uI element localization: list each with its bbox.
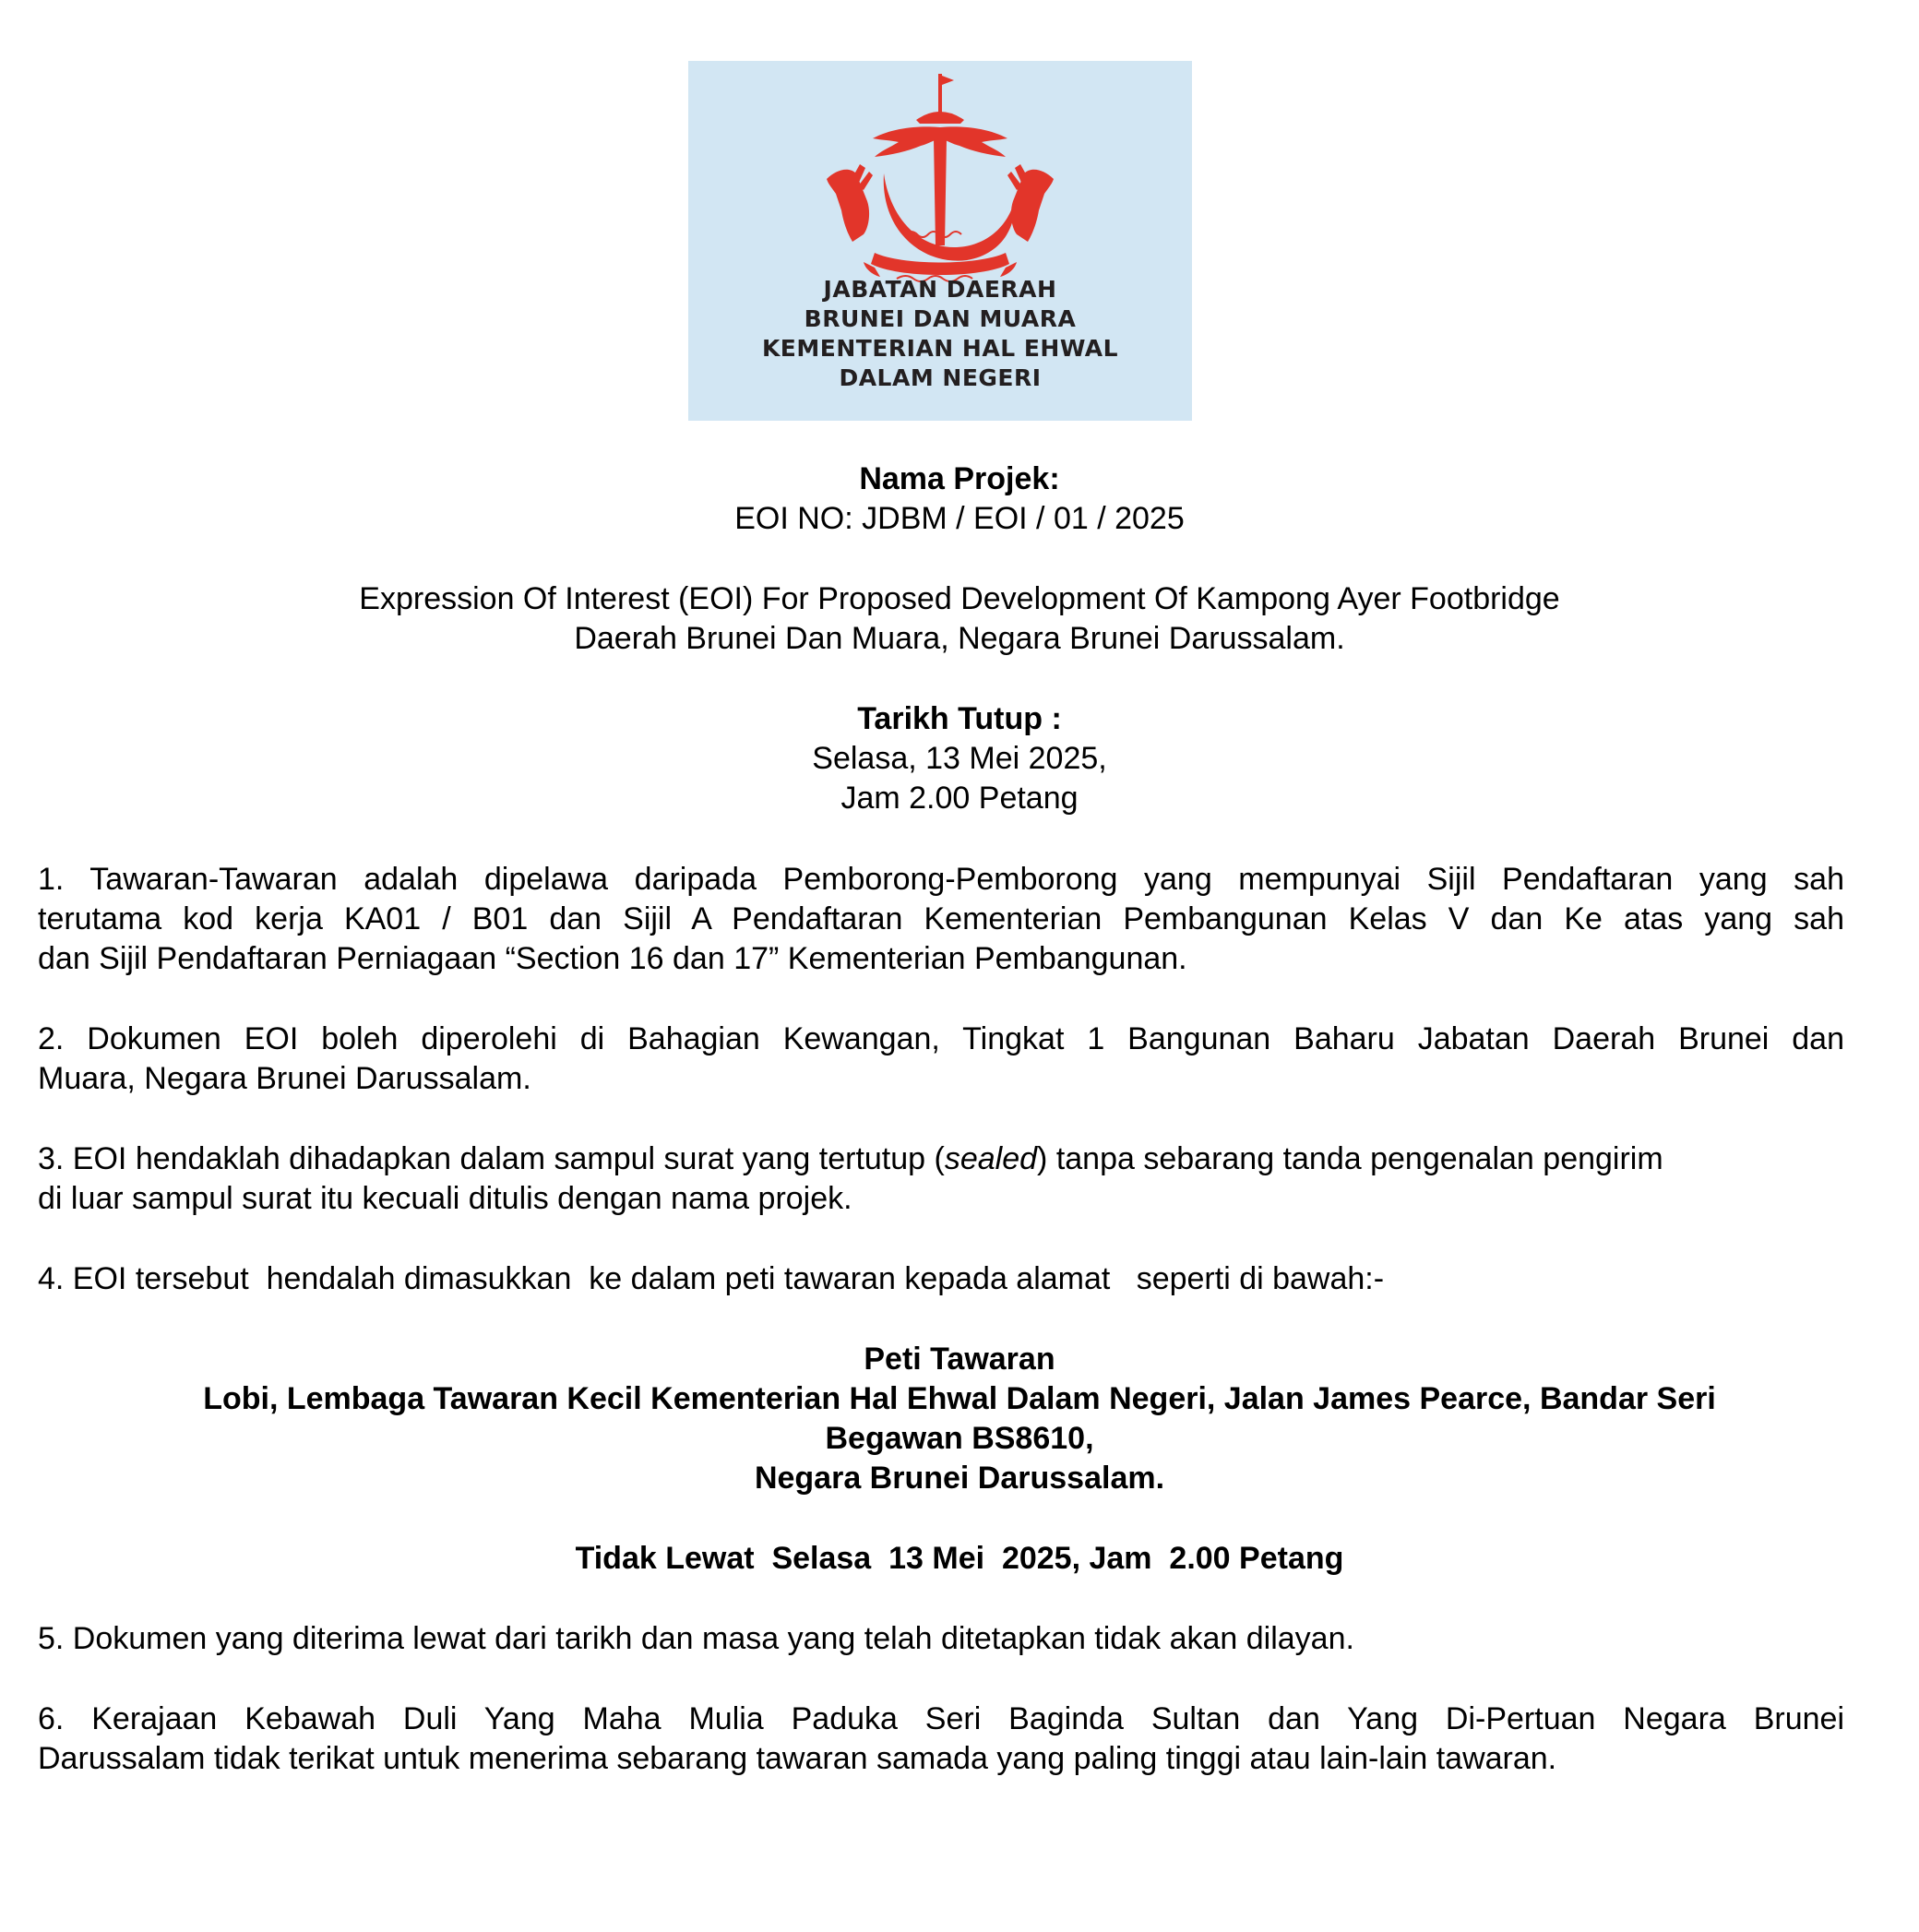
address-line-4: Negara Brunei Darussalam.	[754, 1461, 1165, 1496]
logo-line-2: BRUNEI DAN MUARA	[804, 305, 1077, 332]
logo-caption	[688, 275, 1192, 393]
eoi-number: EOI NO: JDBM / EOI / 01 / 2025	[734, 501, 1185, 536]
paragraph-3-line-1	[38, 1139, 1844, 1179]
logo-line-4: DALAM NEGERI	[839, 364, 1042, 391]
logo-line-3: KEMENTERIAN HAL EHWAL	[761, 335, 1119, 362]
paragraph-3-text-b: ) tanpa sebarang tanda pengenalan pengirim	[1037, 1141, 1663, 1176]
closing-heading: Tarikh Tutup :	[857, 701, 1062, 736]
paragraph-6-line-2: Darussalam tidak terikat untuk menerima sebarang tawaran samada yang paling tinggi atau lain-lain tawaran.	[38, 1741, 1557, 1776]
paragraph-3-italic: sealed	[944, 1141, 1038, 1176]
project-title-line-1: Expression Of Interest (EOI) For Proposed Development Of Kampong Ayer Footbridge	[359, 581, 1560, 616]
paragraph-1-line-3: dan Sijil Pendaftaran Perniagaan “Section 16 dan 17” Kementerian Pembangunan.	[38, 941, 1187, 976]
closing-time: Jam 2.00 Petang	[840, 781, 1079, 816]
paragraph-4: 4. EOI tersebut hendalah dimasukkan ke dalam peti tawaran kepada alamat seperti di bawah:-	[38, 1261, 1385, 1296]
paragraph-1-line-1: 1. Tawaran-Tawaran adalah dipelawa daripada Pemborong-Pemborong yang mempunyai Sijil Pendaftaran yang sah	[38, 862, 1844, 897]
closing-date: Selasa, 13 Mei 2025,	[812, 741, 1107, 776]
deadline: Tidak Lewat Selasa 13 Mei 2025, Jam 2.00 Petang	[575, 1541, 1344, 1576]
paragraph-1	[38, 860, 1844, 979]
paragraph-5: 5. Dokumen yang diterima lewat dari tarikh dan masa yang telah ditetapkan tidak akan dilayan.	[38, 1621, 1354, 1656]
paragraph-3-text-a: 3. EOI hendaklah dihadapkan dalam sampul surat yang tertutup (	[38, 1141, 945, 1176]
address-line-3: Begawan BS8610,	[825, 1421, 1094, 1456]
department-logo	[688, 61, 1192, 421]
address-line-2: Lobi, Lembaga Tawaran Kecil Kementerian Hal Ehwal Dalam Negeri, Jalan James Pearce, Bandar Seri	[203, 1381, 1716, 1416]
project-title-line-2: Daerah Brunei Dan Muara, Negara Brunei Darussalam.	[574, 621, 1345, 656]
paragraph-6-line-1: 6. Kerajaan Kebawah Duli Yang Maha Mulia Paduka Seri Baginda Sultan dan Yang Di-Pertuan Negara Brunei	[38, 1701, 1844, 1736]
paragraph-3	[38, 1139, 1844, 1219]
address-line-1: Peti Tawaran	[864, 1342, 1055, 1377]
project-heading: Nama Projek:	[859, 461, 1060, 496]
paragraph-6	[38, 1699, 1844, 1779]
logo-line-1: JABATAN DAERAH	[823, 276, 1057, 303]
paragraph-3-line-2: di luar sampul surat itu kecuali ditulis dengan nama projek.	[38, 1181, 852, 1216]
paragraph-2	[38, 1020, 1844, 1099]
paragraph-2-line-1: 2. Dokumen EOI boleh diperolehi di Bahagian Kewangan, Tingkat 1 Bangunan Baharu Jabatan Daerah Brunei dan	[38, 1021, 1844, 1056]
paragraph-2-line-2: Muara, Negara Brunei Darussalam.	[38, 1061, 531, 1096]
paragraph-1-line-2: terutama kod kerja KA01 / B01 dan Sijil A Pendaftaran Kementerian Pembangunan Kelas V dan Ke atas yang sah	[38, 901, 1844, 936]
